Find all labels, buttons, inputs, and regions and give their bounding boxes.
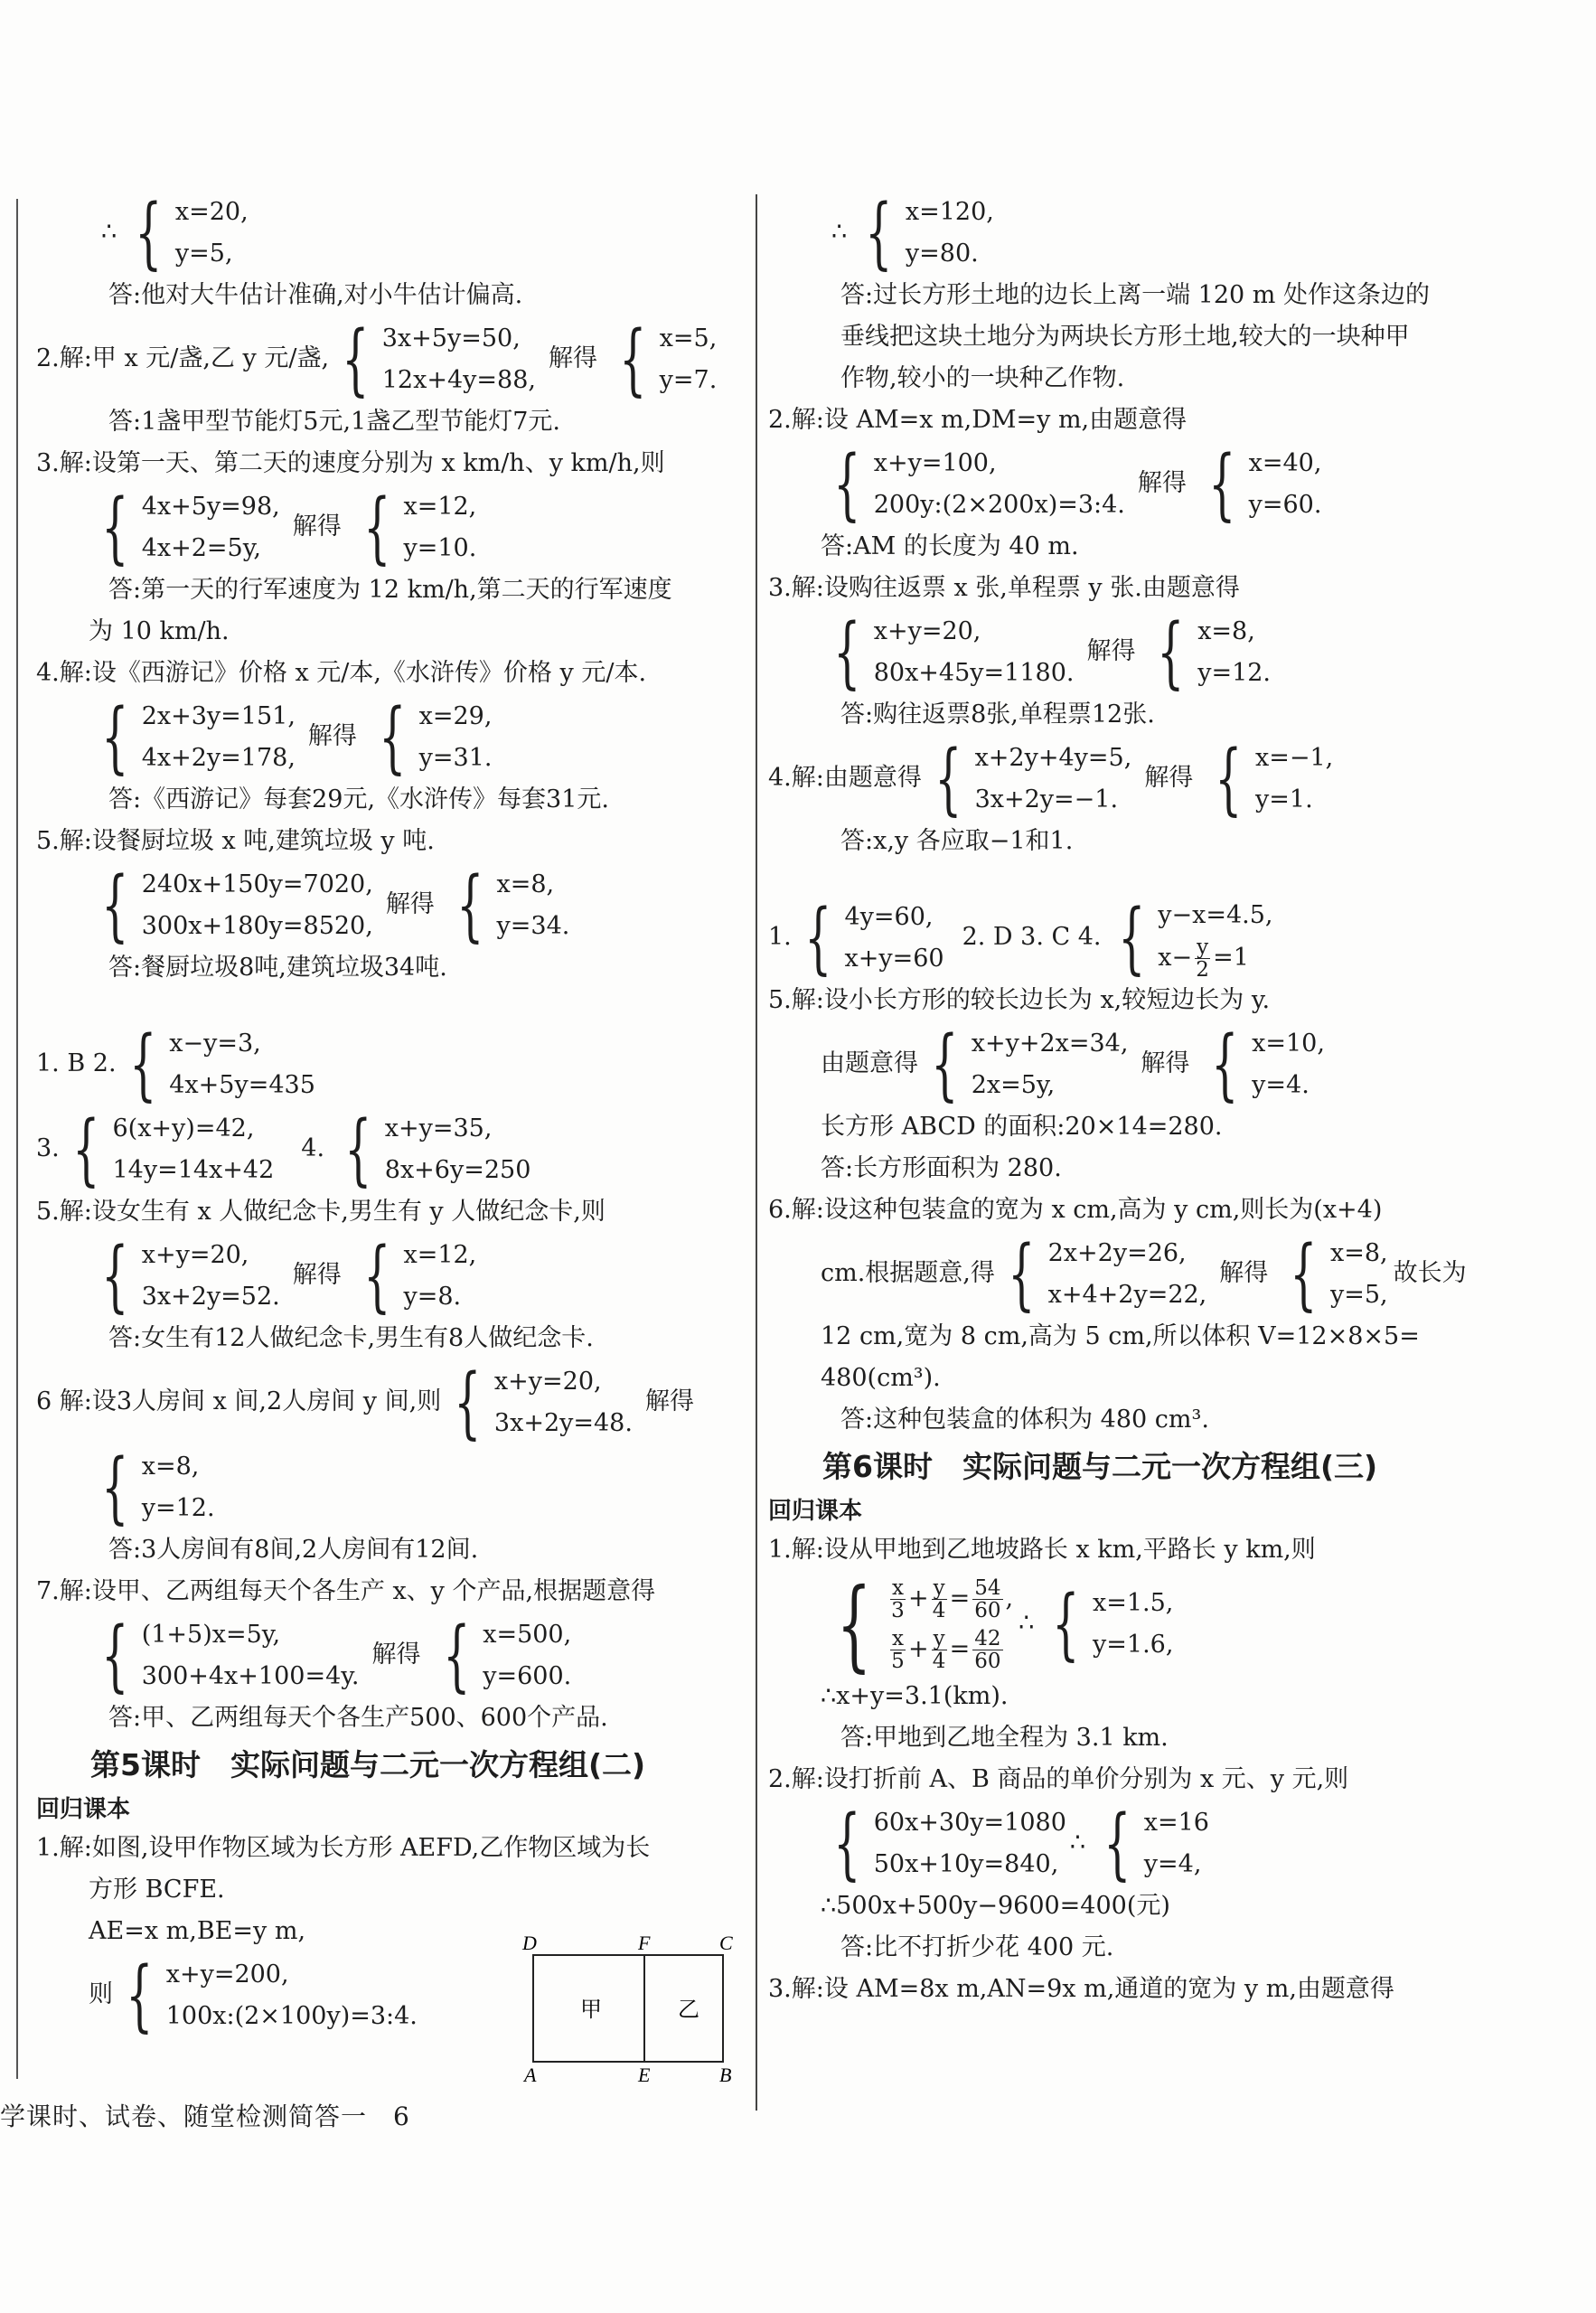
solution-system: { x=−1, y=1. [1215, 733, 1334, 824]
answer-line: 长方形 ABCD 的面积:20×14=280. [821, 1113, 1223, 1141]
equation-system: { 240x+150y=7020, 300x+180y=8520, [101, 860, 373, 951]
equation-system: { 60x+30y=1080 50x+10y=840, [833, 1798, 1066, 1889]
answer-line: ∴x+y=3.1(km). [821, 1682, 1009, 1710]
answer-line: 6.解:设这种包装盒的宽为 x cm,高为 y cm,则长为(x+4) [768, 1196, 1383, 1224]
field-diagram [515, 1930, 741, 2083]
answer-line: 5.解:设餐厨垃圾 x 吨,建筑垃圾 y 吨. [36, 827, 435, 855]
answer-line: 答:购往返票8张,单程票12张. [840, 700, 1155, 729]
answer-line: 答:长方形面积为 280. [821, 1154, 1062, 1182]
answer-line: 答:餐厨垃圾8吨,建筑垃圾34吨. [108, 954, 447, 982]
answer-line: 答:3人房间有8间,2人房间有12间. [108, 1536, 479, 1564]
rectangle-diagram [515, 1930, 741, 2083]
answer-line: 2.解:甲 x 元/盏,乙 y 元/盏, { 3x+5y=50, 12x+4y=88, 解得 { x=5, y=7. [36, 314, 718, 405]
answer-line: 答:甲、乙两组每天个各生产500、600个产品. [108, 1704, 608, 1732]
equation-system: { $\frac{x}{3}$ + $\frac{y}{4}$ = $\frac{54}{60}$ , $\frac{x}{5}$ + $\frac{y}{4}$ = $\frac{42}{60}$ [836, 1566, 1014, 1682]
right-column [768, 187, 1563, 2010]
section-heading: 第6课时 实际问题与二元一次方程组(三) [822, 1449, 1378, 1484]
answer-line: 1. { 4y=60, x+y=60 2. D 3. C 4. { y−x=4.5, x− $\frac{y}{2}$ =1 [768, 892, 1273, 983]
answer-line [36, 1442, 741, 1533]
answer-line: 为 10 km/h. [89, 617, 230, 645]
equation-system: { x+2y+4y=5, 3x+2y=−1. [934, 733, 1132, 824]
solution-system: { x=500, y=600. [442, 1610, 572, 1701]
solution-system: { x=10, y=4. [1211, 1019, 1325, 1110]
answer-line: 1.解:设从甲地到乙地坡路长 x km,平路长 y km,则 [768, 1536, 1316, 1564]
solution-system: { x=1.5, y=1.6, [1052, 1578, 1174, 1669]
section-heading: 第5课时 实际问题与二元一次方程组(二) [90, 1747, 646, 1782]
answer-line: AE=x m,BE=y m, [89, 1917, 306, 1945]
label-f: F [638, 1932, 651, 1954]
left-column [36, 187, 741, 2041]
answer-line: 3.解:设第一天、第二天的速度分别为 x km/h、y km/h,则 [36, 449, 665, 477]
answer-line: 答:AM 的长度为 40 m. [821, 532, 1079, 560]
solution-system: { x=120, y=80. [865, 187, 994, 278]
answer-line: 答:这种包装盒的体积为 480 cm³. [840, 1406, 1209, 1434]
label-d: D [522, 1932, 537, 1954]
equation-system: { 2x+2y=26, x+4+2y=22, [1008, 1228, 1207, 1320]
answer-line: 2.解:设 AM=x m,DM=y m,由题意得 [768, 406, 1188, 434]
column-divider [756, 194, 757, 2111]
equation-system: { x+y=20, 3x+2y=52. [101, 1230, 280, 1321]
solution-system: { x=8, y=12. [1157, 606, 1272, 698]
answer-line: { 60x+30y=1080 50x+10y=840, ∴ { x=16 y=4, [768, 1801, 1563, 1885]
equation-system: { x+y+2x=34, 2x=5y, [931, 1019, 1129, 1110]
equation-system: { (1+5)x=5y, 300+4x+100=4y. [101, 1610, 360, 1701]
answer-line: 则 { x+y=200, 100x:(2×100y)=3:4. [89, 1950, 418, 2041]
equation-system: { 6(x+y)=42, 14y=14x+42 [72, 1104, 275, 1195]
equation-system: { x+y=100, 200y:(2×200x)=3:4. [833, 438, 1125, 530]
equation-system: { 2x+3y=151, 4x+2y=178, [101, 691, 296, 783]
answer-line: cm.根据题意,得 { 2x+2y=26, x+4+2y=22, 解得 { x=8, y=5, 故长为 [821, 1228, 1467, 1320]
equation-system: { x+y=35, 8x+6y=250 [344, 1104, 531, 1195]
label-e: E [638, 2064, 651, 2083]
solution-system: { x=12, y=8. [363, 1230, 477, 1321]
equation-system: { 3x+5y=50, 12x+4y=88, [342, 314, 536, 405]
answer-line: 1. B 2. { x−y=3, 4x+5y=435 [36, 1019, 315, 1110]
answer-line: 480(cm³). [821, 1364, 941, 1392]
answer-line: { x+y=20, 80x+45y=1180. 解得 { x=8, y=12. [768, 609, 1563, 694]
solution-system: { x=5, y=7. [619, 314, 718, 405]
answer-line: { x+y=20, 3x+2y=52. 解得 { x=12, y=8. [36, 1233, 741, 1318]
subsection-heading: 回归课本 [768, 1498, 863, 1525]
page-footer: 学课时、试卷、随堂检测简答一 6 [0, 2101, 410, 2131]
answer-line: { $\frac{x}{3}$ + $\frac{y}{4}$ = $\frac{54}{60}$ , $\frac{x}{5}$ + $\frac{y}{4}$ = $\frac{42}{60}$ ∴ { x=1.5, y=1.6, [768, 1571, 1563, 1676]
answer-line: 答:过长方形土地的边长上离一端 120 m 处作这条边的 [840, 281, 1430, 309]
equation-system: { x=20, y=5, [135, 187, 249, 278]
answer-line: 答:《西游记》每套29元,《水浒传》每套31元. [108, 785, 609, 813]
solution-system: { x=8, y=12. [101, 1442, 215, 1533]
answer-line: ∴500x+500y−9600=400(元) [821, 1892, 1170, 1920]
equation-system: { y−x=4.5, x− $\frac{y}{2}$ =1 [1117, 892, 1273, 983]
equation-system: { 4x+5y=98, 4x+2=5y, [101, 482, 280, 573]
answer-line: 答:第一天的行军速度为 12 km/h,第二天的行军速度 [108, 576, 672, 604]
answer-line: ∴ { x=20, y=5, [101, 187, 249, 278]
left-margin-rule [16, 199, 18, 2079]
label-b: B [719, 2064, 732, 2083]
label-c: C [719, 1932, 733, 1954]
answer-line: 3. { 6(x+y)=42, 14y=14x+42 4. { x+y=35, 8x+6y=250 [36, 1104, 531, 1195]
answer-line: 垂线把这块土地分为两块长方形土地,较大的一块种甲 [840, 323, 1410, 351]
answer-line: 5.解:设小长方形的较长边长为 x,较短边长为 y. [768, 986, 1271, 1014]
subsection-heading: 回归课本 [36, 1796, 131, 1823]
answer-line: 3.解:设购往返票 x 张,单程票 y 张.由题意得 [768, 574, 1240, 602]
answer-line: 6 解:设3人房间 x 间,2人房间 y 间,则 { x+y=20, 3x+2y=48. 解得 [36, 1357, 694, 1448]
answer-line: { 4x+5y=98, 4x+2=5y, 解得 { x=12, y=10. [36, 484, 741, 569]
answer-line: { (1+5)x=5y, 300+4x+100=4y. 解得 { x=500, y=600. [36, 1613, 741, 1697]
answer-line: ∴ { x=120, y=80. [831, 187, 994, 278]
solution-system: { x=16 y=4, [1103, 1798, 1209, 1889]
solution-system: { x=29, y=31. [379, 691, 493, 783]
label-yi: 乙 [678, 1997, 699, 2022]
answer-line: 12 cm,宽为 8 cm,高为 5 cm,所以体积 V=12×8×5= [821, 1322, 1420, 1350]
answer-line: { 2x+3y=151, 4x+2y=178, 解得 { x=29, y=31. [36, 694, 741, 779]
answer-line: 作物,较小的一块种乙作物. [840, 364, 1125, 392]
equation-system: { x+y=200, 100x:(2×100y)=3:4. [126, 1950, 418, 2041]
solution-system: { x=8, y=34. [456, 860, 570, 951]
equation-system: { 4y=60, x+y=60 [804, 892, 944, 983]
answer-line: 答:比不打折少花 400 元. [840, 1933, 1114, 1961]
answer-line: { x+y=100, 200y:(2×200x)=3:4. 解得 { x=40, y=60. [768, 441, 1563, 526]
answer-line: 答:甲地到乙地全程为 3.1 km. [840, 1724, 1169, 1752]
answer-line: 由题意得 { x+y+2x=34, 2x=5y, 解得 { x=10, y=4. [821, 1019, 1325, 1110]
equation-system: { x+y=20, 80x+45y=1180. [833, 606, 1075, 698]
label-jia: 甲 [580, 1997, 602, 2022]
label-a: A [524, 2064, 537, 2083]
answer-line: 5.解:设女生有 x 人做纪念卡,男生有 y 人做纪念卡,则 [36, 1198, 606, 1226]
answer-line: 答:1盏甲型节能灯5元,1盏乙型节能灯7元. [108, 408, 560, 436]
solution-system: { x=12, y=10. [363, 482, 477, 573]
answer-line: 2.解:设打折前 A、B 商品的单价分别为 x 元、y 元,则 [768, 1765, 1349, 1793]
answer-line: 4.解:设《西游记》价格 x 元/本,《水浒传》价格 y 元/本. [36, 659, 647, 687]
answer-line: 4.解:由题意得 { x+2y+4y=5, 3x+2y=−1. 解得 { x=−1, y=1. [768, 733, 1334, 824]
answer-line: 7.解:设甲、乙两组每天个各生产 x、y 个产品,根据题意得 [36, 1577, 656, 1605]
answer-line: 3.解:设 AM=8x m,AN=9x m,通道的宽为 y m,由题意得 [768, 1975, 1394, 2003]
answer-line: 方形 BCFE. [89, 1876, 225, 1904]
answer-line: 答:他对大牛估计准确,对小牛估计偏高. [108, 281, 523, 309]
answer-line: { 240x+150y=7020, 300x+180y=8520, 解得 { x=8, y=34. [36, 862, 741, 947]
answer-line: 答:女生有12人做纪念卡,男生有8人做纪念卡. [108, 1324, 594, 1352]
answer-line: 1.解:如图,设甲作物区域为长方形 AEFD,乙作物区域为长 [36, 1834, 651, 1862]
equation-system: { x+y=20, 3x+2y=48. [454, 1357, 633, 1448]
solution-system: { x=40, y=60. [1208, 438, 1322, 530]
equation-system: { x−y=3, 4x+5y=435 [128, 1019, 315, 1110]
solution-system: { x=8, y=5, [1290, 1228, 1388, 1320]
answer-line: 答:x,y 各应取−1和1. [840, 827, 1074, 855]
